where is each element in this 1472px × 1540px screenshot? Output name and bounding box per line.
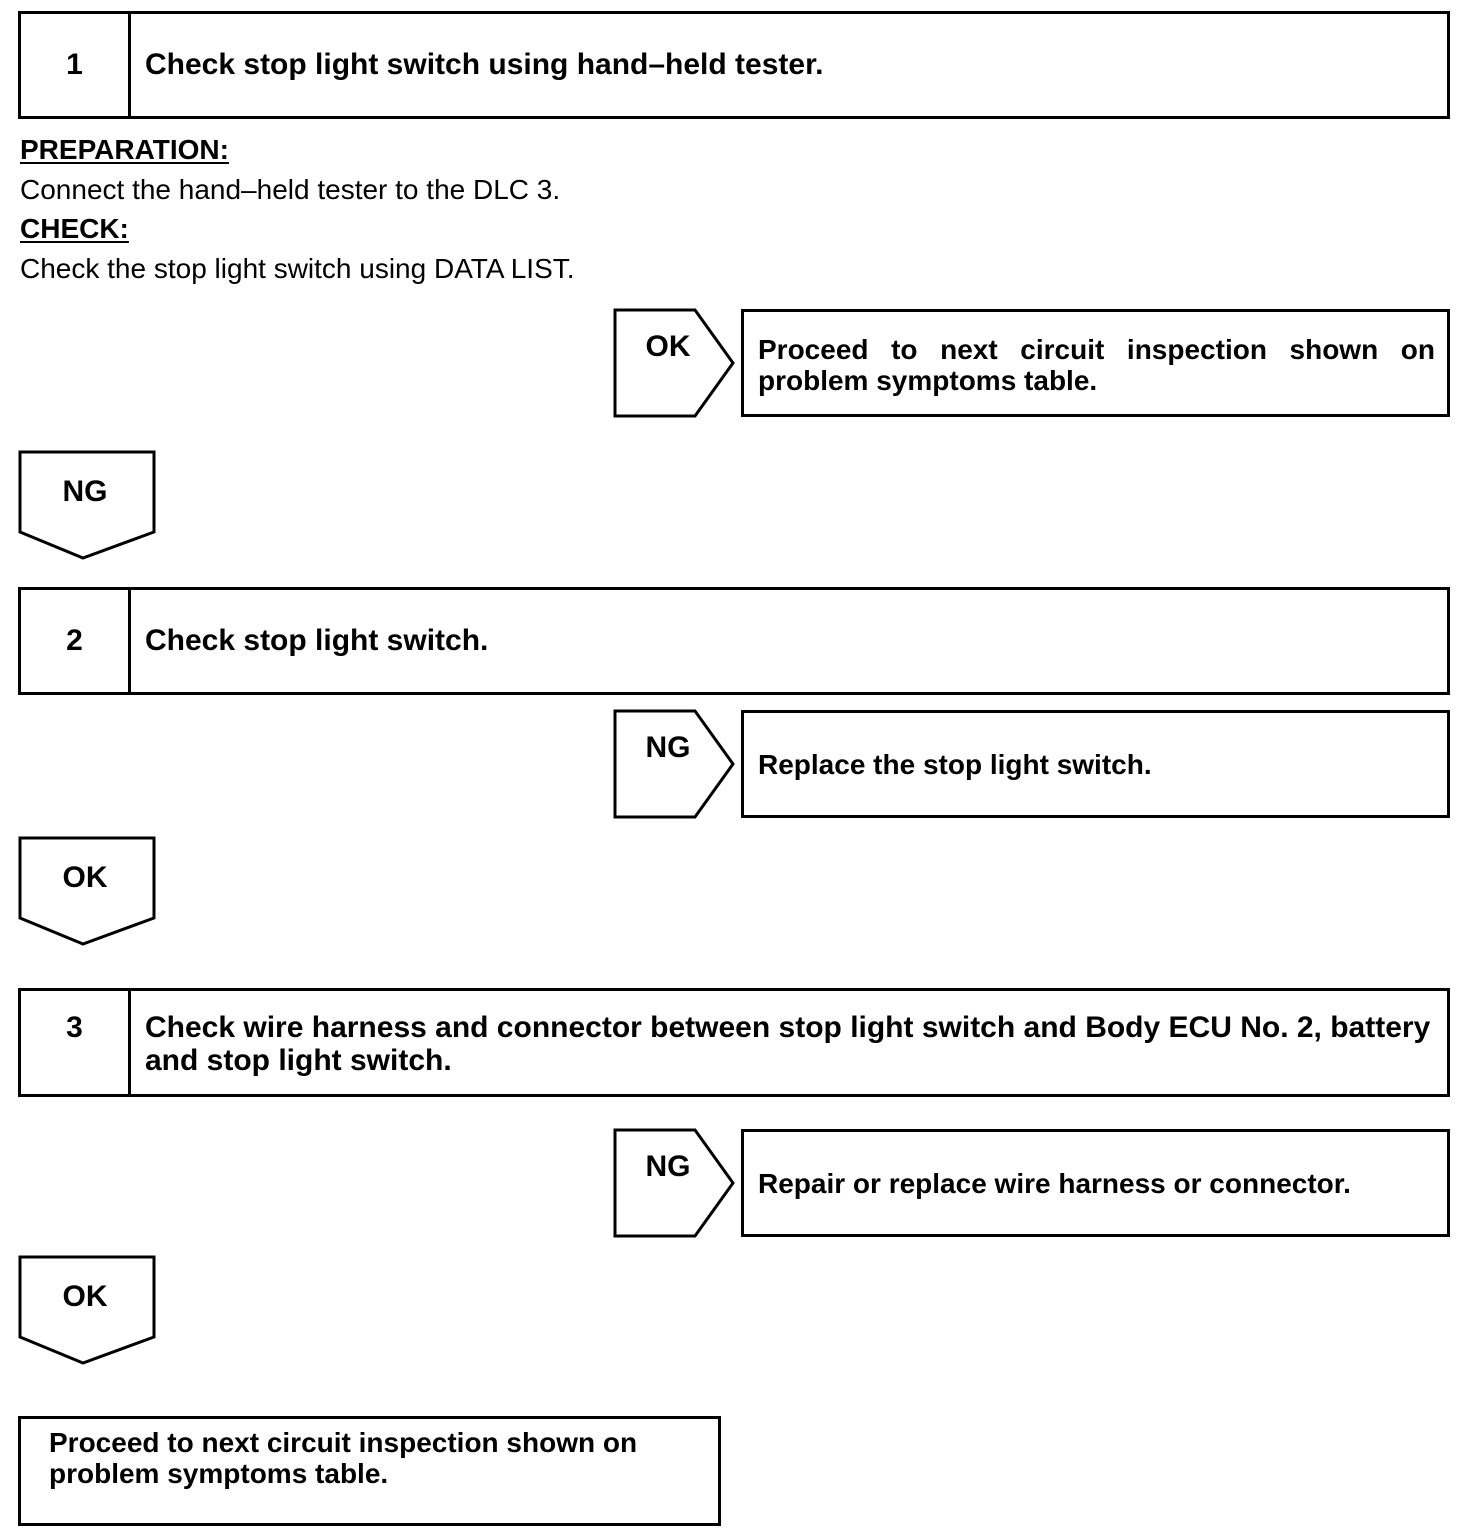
ng-arrow-right bbox=[613, 1128, 737, 1238]
step-2-number: 2 bbox=[21, 590, 131, 692]
ok-arrow-down bbox=[18, 836, 156, 946]
replace-switch-box: Replace the stop light switch. bbox=[741, 710, 1450, 818]
step-2-title: Check stop light switch. bbox=[145, 624, 489, 657]
preparation-text: Connect the hand–held tester to the DLC 3. bbox=[20, 174, 561, 205]
ng-arrow-label: NG bbox=[645, 1150, 691, 1183]
ng-arrow-down bbox=[18, 450, 156, 560]
ng-arrow-label: NG bbox=[645, 731, 691, 764]
proceed-result-box: Proceed to next circuit inspection shown on problem symptoms table. bbox=[741, 309, 1450, 417]
step-1-number: 1 bbox=[21, 14, 131, 116]
step-3-box bbox=[18, 988, 1450, 1097]
check-text: Check the stop light switch using DATA LIST. bbox=[20, 253, 575, 284]
preparation-label: PREPARATION: bbox=[20, 134, 229, 165]
ng-arrow-right bbox=[613, 709, 737, 819]
ok-arrow-label: OK bbox=[645, 330, 691, 363]
ok-arrow-label: OK bbox=[62, 861, 108, 894]
ok-arrow-down bbox=[18, 1255, 156, 1365]
ng-arrow-label: NG bbox=[62, 475, 108, 508]
repair-harness-box: Repair or replace wire harness or connector. bbox=[741, 1129, 1450, 1237]
final-proceed-box: Proceed to next circuit inspection shown on problem symptoms table. bbox=[18, 1416, 721, 1526]
step-3-number: 3 bbox=[21, 991, 131, 1094]
ok-arrow-right bbox=[613, 308, 737, 418]
check-label: CHECK: bbox=[20, 213, 129, 244]
step-1-box bbox=[18, 11, 1450, 119]
ok-arrow-label: OK bbox=[62, 1280, 108, 1313]
step-1-title: Check stop light switch using hand–held tester. bbox=[145, 48, 824, 81]
step-2-box bbox=[18, 587, 1450, 695]
step-3-title: Check wire harness and connector between stop light switch and Body ECU No. 2, battery and stop light switch. bbox=[145, 1011, 1431, 1077]
